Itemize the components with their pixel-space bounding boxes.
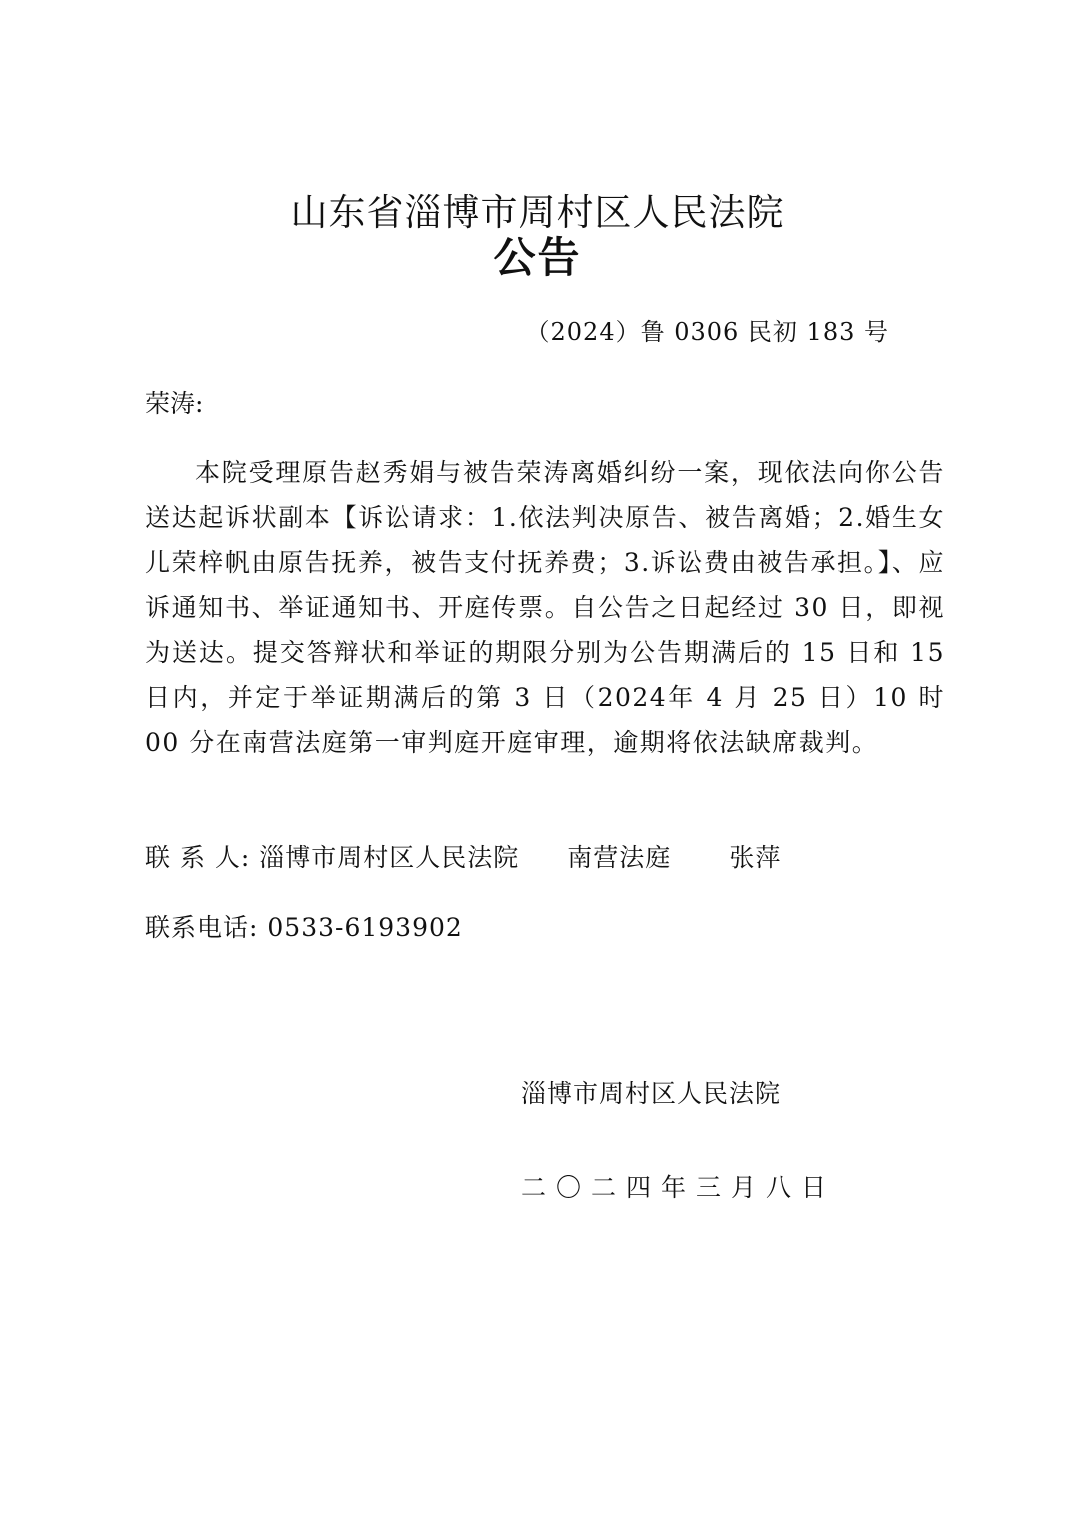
case-number: （2024）鲁 0306 民初 183 号: [525, 318, 889, 346]
issuing-court-signature: 淄博市周村区人民法院: [521, 1079, 782, 1108]
contact-person-row: [145, 838, 781, 878]
document-title: 公告: [493, 233, 582, 282]
issue-date: 二〇二四年三月八日: [521, 1173, 837, 1202]
contact-phone-label: 联系电话:: [145, 913, 259, 942]
addressee: 荣涛:: [145, 389, 204, 418]
notice-body-paragraph: 本院受理原告赵秀娟与被告荣涛离婚纠纷一案，现依法向你公告送达起诉状副本【诉讼请求：1.依法判决原告、被告离婚；2.婚生女儿荣梓帆由原告抚养，被告支付抚养费；3.诉讼费由被告承担。】、应诉通知书、举证通知书、开庭传票。自公告之日起经过 30 日，即视为送达。提交答辩状和举证的期限分别为公告期满后的 15 日和 15 日内，并定于举证期满后的第 3 日（2024年 4 月 25 日）10 时 00 分在南营法庭第一审判庭开庭审理，逾期将依法缺席裁判。: [145, 458, 945, 757]
contact-person-label: 联 系 人:: [145, 843, 251, 872]
contact-phone-number: 0533-6193902: [267, 913, 463, 942]
contact-person-name: 张萍: [729, 843, 782, 872]
contact-court: 淄博市周村区人民法院: [259, 843, 520, 872]
contact-tribunal: 南营法庭: [567, 843, 672, 872]
court-name-heading: 山东省淄博市周村区人民法院: [290, 191, 785, 234]
contact-phone-row: [145, 908, 463, 948]
